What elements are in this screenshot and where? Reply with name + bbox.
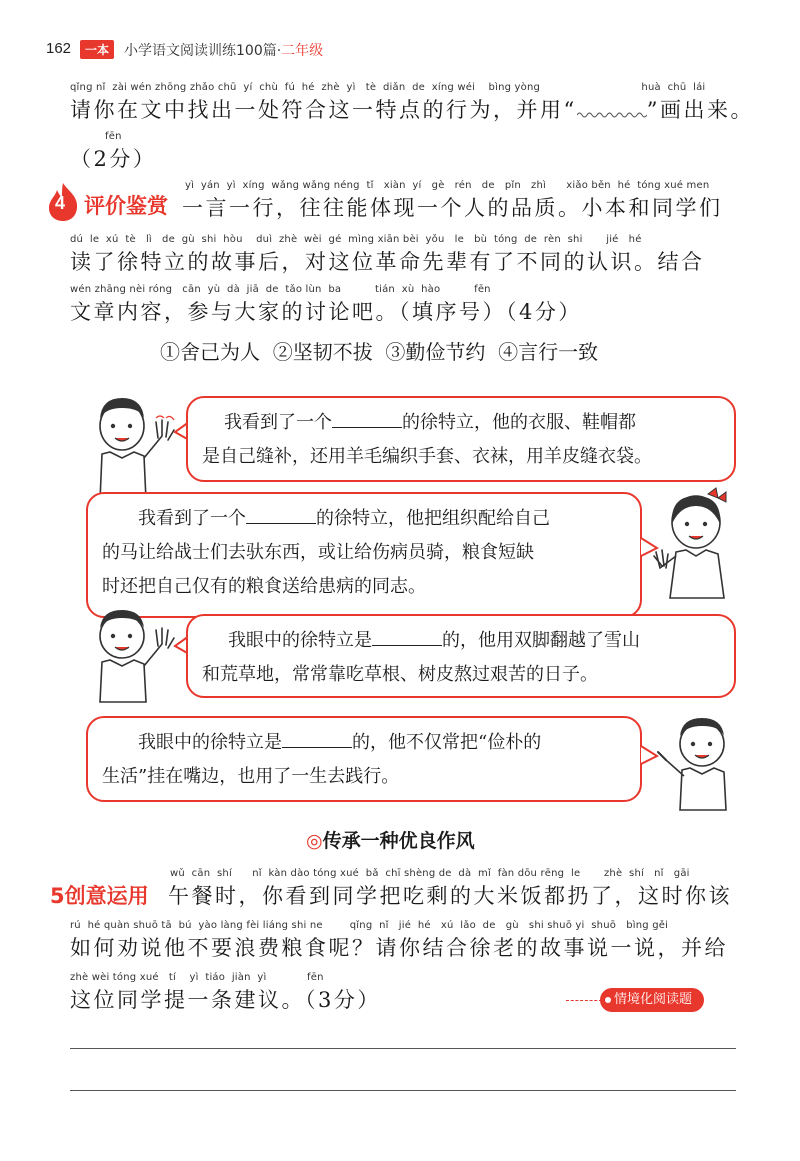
- answer-line-1[interactable]: [70, 1048, 736, 1049]
- bubble-1-line-2: 是自己缝补，还用羊毛编织手套、衣袜，用羊皮缝衣袋。: [202, 446, 652, 467]
- q5-text-line-2: 如何劝说他不要浪费粮食呢？请你结合徐老的故事说一说，并给: [70, 936, 728, 960]
- section-heading: [306, 826, 475, 853]
- q5-text-line-1: 午餐时，你看到同学把吃剩的大米饭都扔了，这时你该: [168, 884, 732, 908]
- q5-text-line-3: 这位同学提一条建议。（3分）: [70, 988, 381, 1012]
- q3-pinyin-line-1: qǐng nǐ zài wén zhōng zhǎo chū yí chù fú hé zhè yì tè diǎn de xíng wéi bìng yòng huà chū lái: [70, 82, 706, 93]
- dot-icon: [605, 997, 611, 1003]
- q3-text-line-1: 请你在文中找出一处符合这一特点的行为，并用“ ”画出来。: [70, 98, 754, 122]
- q5-pinyin-line-2: rú hé quàn shuō tā bú yào làng fèi liáng shi ne qǐng nǐ jié hé xú lǎo de gù shi shuō yi shuō bìng gěi: [70, 920, 669, 931]
- answer-blank-2[interactable]: [246, 503, 316, 524]
- answer-blank-1[interactable]: [332, 407, 402, 428]
- q4-number: 4: [55, 193, 66, 213]
- girl-waving-icon: [652, 484, 736, 602]
- page-header: [46, 34, 756, 62]
- tag-connector: [566, 1000, 602, 1001]
- q4-text-line-1: 一言一行，往往能体现一个人的品质。小本和同学们: [182, 196, 723, 220]
- q4-title: 评价鉴赏: [84, 194, 168, 218]
- q4-text-line-3: 文章内容，参与大家的讨论吧。（填序号）（4分）: [70, 300, 582, 324]
- bubble-2-line-2: 的马让给战士们去驮东西，或让给伤病员骑，粮食短缺: [102, 542, 534, 563]
- boy-pointing-icon: [654, 712, 738, 812]
- bubble-4-line-2: 生活”挂在嘴边，也用了一生去践行。: [102, 766, 400, 787]
- q3-pinyin-line-2: fēn: [105, 131, 122, 142]
- speech-bubble-4: [86, 716, 642, 802]
- bubble-2-line-1: 我看到了一个 的徐特立，他把组织配给自己: [138, 502, 626, 536]
- answer-line-2[interactable]: [70, 1090, 736, 1091]
- bubble-2-line-3: 时还把自己仅有的粮食送给患病的同志。: [102, 576, 426, 597]
- answer-blank-3[interactable]: [372, 625, 442, 646]
- q5-pinyin-line-1: wǔ cān shí nǐ kàn dào tóng xué bǎ chī shèng de dà mǐ fàn dōu rēng le zhè shí nǐ gāi: [170, 868, 690, 879]
- grade-label: 二年级: [281, 43, 324, 59]
- q4-pinyin-line-1: yì yán yì xíng wǎng wǎng néng tǐ xiàn yí gè rén de pǐn zhì xiǎo běn hé tóng xué men: [185, 180, 710, 191]
- boy-waving-icon: [92, 604, 176, 704]
- scenario-question-tag: 情境化阅读题: [600, 988, 704, 1012]
- q3-score: （2分）: [70, 147, 157, 171]
- q4-pinyin-line-2: dú le xú tè lì de gù shi hòu duì zhè wèi gé mìng xiān bèi yǒu le bù tóng de rèn shi jié hé: [70, 234, 642, 245]
- bubble-3-line-2: 和荒草地，常常靠吃草根、树皮熬过艰苦的日子。: [202, 664, 598, 685]
- wavy-underline-icon: [577, 107, 647, 117]
- book-title: 小学语文阅读训练100篇·二年级: [124, 43, 324, 59]
- speech-bubble-3: [186, 614, 736, 698]
- q4-text-line-2: 读了徐特立的故事后，对这位革命先辈有了不同的认识。结合: [70, 250, 705, 274]
- boy-waving-icon: [92, 392, 176, 504]
- q4-options: ①舍己为人 ②坚韧不拔 ③勤俭节约 ④言行一致: [160, 340, 599, 364]
- bubble-3-line-1: 我眼中的徐特立是 的，他用双脚翻越了雪山: [228, 624, 720, 658]
- q5-label: 5创意运用: [50, 884, 149, 908]
- bubble-4-line-1: 我眼中的徐特立是 的，他不仅常把“俭朴的: [138, 726, 626, 760]
- speech-bubble-1: [186, 396, 736, 482]
- q5-pinyin-line-3: zhè wèi tóng xué tí yì tiáo jiàn yì fēn: [70, 972, 324, 983]
- q4-label: [46, 182, 186, 224]
- q4-pinyin-line-3: wén zhāng nèi róng cān yù dà jiā de tǎo lùn ba tián xù hào fēn: [70, 284, 491, 295]
- brand-logo: 一本: [80, 40, 114, 59]
- answer-blank-4[interactable]: [282, 727, 352, 748]
- speech-bubble-2: [86, 492, 642, 618]
- ring-bullet-icon: ◎: [306, 830, 323, 852]
- page-number: 162: [46, 40, 72, 57]
- section-title: 传承一种优良作风: [322, 830, 475, 852]
- bubble-1-line-1: 我看到了一个 的徐特立，他的衣服、鞋帽都: [224, 406, 720, 440]
